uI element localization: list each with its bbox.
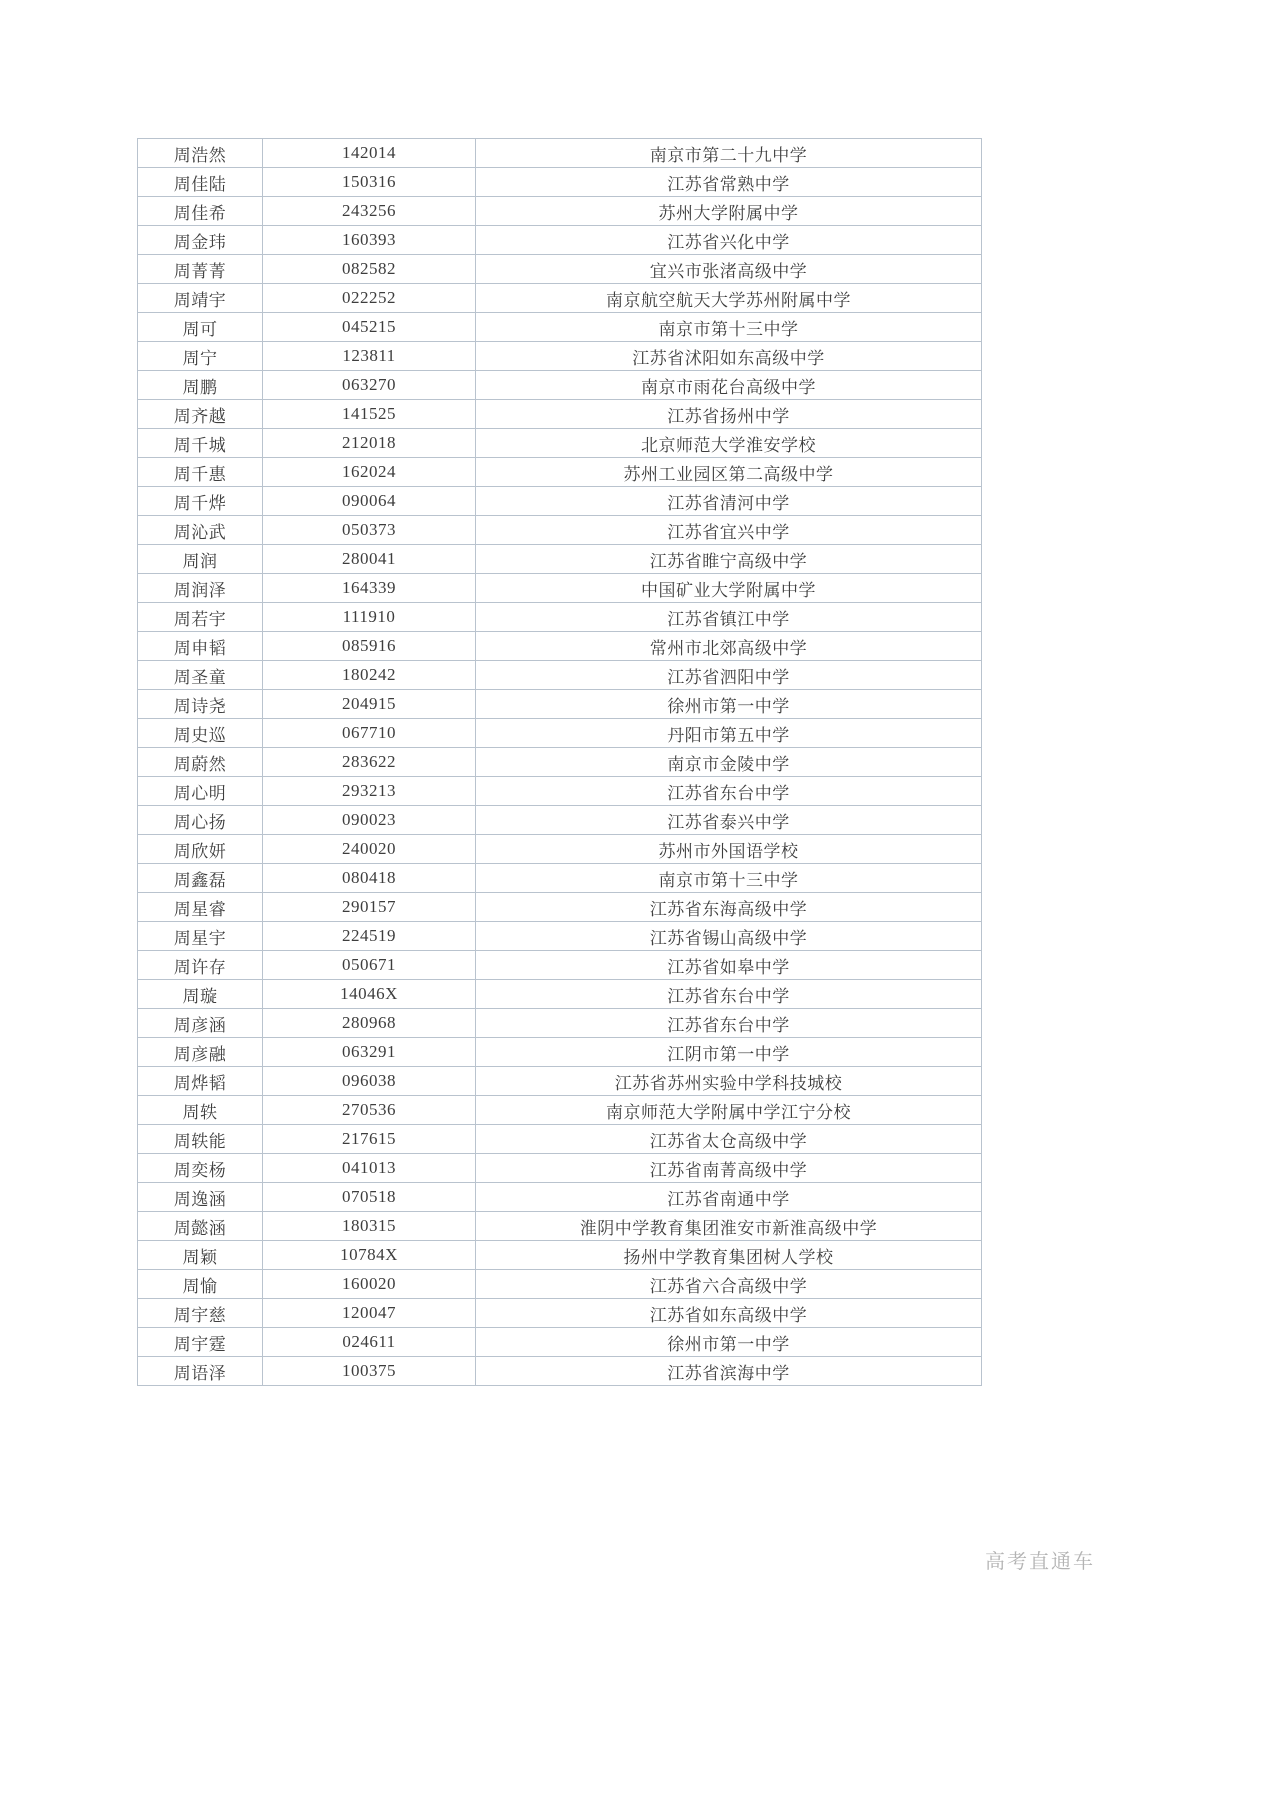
student-id-cell: 063270	[263, 371, 476, 400]
student-id-cell: 14046X	[263, 980, 476, 1009]
student-name-cell: 周齐越	[138, 400, 263, 429]
school-name-cell: 江苏省六合高级中学	[476, 1270, 982, 1299]
student-name-cell: 周沁武	[138, 516, 263, 545]
student-id-cell: 080418	[263, 864, 476, 893]
student-name-cell: 周菁菁	[138, 255, 263, 284]
table-row	[138, 1038, 982, 1067]
student-id-cell: 096038	[263, 1067, 476, 1096]
student-name-cell: 周佳陆	[138, 168, 263, 197]
student-id-cell: 10784X	[263, 1241, 476, 1270]
student-id-cell: 022252	[263, 284, 476, 313]
student-id-cell: 162024	[263, 458, 476, 487]
school-name-cell: 江苏省泰兴中学	[476, 806, 982, 835]
table-row	[138, 777, 982, 806]
student-id-cell: 224519	[263, 922, 476, 951]
table-row	[138, 1328, 982, 1357]
student-name-cell: 周颖	[138, 1241, 263, 1270]
student-name-cell: 周润泽	[138, 574, 263, 603]
school-name-cell: 徐州市第一中学	[476, 690, 982, 719]
student-name-cell: 周宇霆	[138, 1328, 263, 1357]
table-row	[138, 1154, 982, 1183]
table-body	[138, 139, 982, 1386]
student-id-cell: 142014	[263, 139, 476, 168]
table-row	[138, 661, 982, 690]
school-name-cell: 江苏省清河中学	[476, 487, 982, 516]
student-name-cell: 周宇慈	[138, 1299, 263, 1328]
student-name-cell: 周浩然	[138, 139, 263, 168]
table-row	[138, 1125, 982, 1154]
student-name-cell: 周彦融	[138, 1038, 263, 1067]
student-name-cell: 周金玮	[138, 226, 263, 255]
table-row	[138, 226, 982, 255]
table-row	[138, 516, 982, 545]
school-name-cell: 丹阳市第五中学	[476, 719, 982, 748]
school-name-cell: 江苏省锡山高级中学	[476, 922, 982, 951]
table-row	[138, 632, 982, 661]
school-name-cell: 江苏省苏州实验中学科技城校	[476, 1067, 982, 1096]
school-name-cell: 南京市第十三中学	[476, 313, 982, 342]
table-row	[138, 342, 982, 371]
student-name-cell: 周轶	[138, 1096, 263, 1125]
school-name-cell: 江苏省扬州中学	[476, 400, 982, 429]
student-name-cell: 周语泽	[138, 1357, 263, 1386]
student-id-cell: 123811	[263, 342, 476, 371]
student-name-cell: 周千城	[138, 429, 263, 458]
school-name-cell: 江苏省泗阳中学	[476, 661, 982, 690]
student-name-cell: 周心扬	[138, 806, 263, 835]
student-id-cell: 150316	[263, 168, 476, 197]
student-name-cell: 周靖宇	[138, 284, 263, 313]
school-name-cell: 江苏省沭阳如东高级中学	[476, 342, 982, 371]
student-name-cell: 周星宇	[138, 922, 263, 951]
table-row	[138, 429, 982, 458]
student-id-cell: 204915	[263, 690, 476, 719]
school-name-cell: 江苏省南菁高级中学	[476, 1154, 982, 1183]
student-name-cell: 周璇	[138, 980, 263, 1009]
student-id-cell: 082582	[263, 255, 476, 284]
student-id-cell: 280968	[263, 1009, 476, 1038]
student-name-cell: 周史巡	[138, 719, 263, 748]
student-name-cell: 周烨韬	[138, 1067, 263, 1096]
student-roster-table	[137, 138, 982, 1386]
student-name-cell: 周鹏	[138, 371, 263, 400]
school-name-cell: 南京市雨花台高级中学	[476, 371, 982, 400]
school-name-cell: 江苏省东台中学	[476, 777, 982, 806]
school-name-cell: 宜兴市张渚高级中学	[476, 255, 982, 284]
student-id-cell: 067710	[263, 719, 476, 748]
table-row	[138, 487, 982, 516]
school-name-cell: 南京市金陵中学	[476, 748, 982, 777]
student-id-cell: 120047	[263, 1299, 476, 1328]
school-name-cell: 南京市第二十九中学	[476, 139, 982, 168]
table-row	[138, 922, 982, 951]
school-name-cell: 江苏省常熟中学	[476, 168, 982, 197]
school-name-cell: 江苏省如皋中学	[476, 951, 982, 980]
table-row	[138, 893, 982, 922]
table-row	[138, 139, 982, 168]
table-row	[138, 864, 982, 893]
table-row	[138, 748, 982, 777]
student-id-cell: 090064	[263, 487, 476, 516]
student-name-cell: 周润	[138, 545, 263, 574]
student-name-cell: 周千惠	[138, 458, 263, 487]
student-id-cell: 050373	[263, 516, 476, 545]
student-name-cell: 周申韬	[138, 632, 263, 661]
table-row	[138, 400, 982, 429]
school-name-cell: 江苏省睢宁高级中学	[476, 545, 982, 574]
student-id-cell: 180315	[263, 1212, 476, 1241]
school-name-cell: 中国矿业大学附属中学	[476, 574, 982, 603]
student-name-cell: 周心明	[138, 777, 263, 806]
table-row	[138, 313, 982, 342]
table-row	[138, 574, 982, 603]
student-name-cell: 周圣童	[138, 661, 263, 690]
student-id-cell: 160020	[263, 1270, 476, 1299]
student-id-cell: 063291	[263, 1038, 476, 1067]
student-id-cell: 024611	[263, 1328, 476, 1357]
table-row	[138, 690, 982, 719]
school-name-cell: 苏州大学附属中学	[476, 197, 982, 226]
student-id-cell: 280041	[263, 545, 476, 574]
table-row	[138, 1299, 982, 1328]
table-row	[138, 1241, 982, 1270]
table-row	[138, 603, 982, 632]
student-id-cell: 217615	[263, 1125, 476, 1154]
student-id-cell: 090023	[263, 806, 476, 835]
student-id-cell: 240020	[263, 835, 476, 864]
student-id-cell: 180242	[263, 661, 476, 690]
student-name-cell: 周奕杨	[138, 1154, 263, 1183]
table-row	[138, 1357, 982, 1386]
table-row	[138, 1270, 982, 1299]
school-name-cell: 苏州工业园区第二高级中学	[476, 458, 982, 487]
school-name-cell: 南京航空航天大学苏州附属中学	[476, 284, 982, 313]
student-id-cell: 164339	[263, 574, 476, 603]
school-name-cell: 江苏省兴化中学	[476, 226, 982, 255]
student-name-cell: 周蔚然	[138, 748, 263, 777]
table-row	[138, 835, 982, 864]
school-name-cell: 江苏省镇江中学	[476, 603, 982, 632]
student-name-cell: 周许存	[138, 951, 263, 980]
table-row	[138, 458, 982, 487]
watermark-text: 高考直通车	[985, 1551, 1095, 1573]
student-id-cell: 212018	[263, 429, 476, 458]
school-name-cell: 常州市北郊高级中学	[476, 632, 982, 661]
student-id-cell: 243256	[263, 197, 476, 226]
school-name-cell: 苏州市外国语学校	[476, 835, 982, 864]
student-name-cell: 周诗尧	[138, 690, 263, 719]
student-id-cell: 045215	[263, 313, 476, 342]
student-name-cell: 周懿涵	[138, 1212, 263, 1241]
student-name-cell: 周彦涵	[138, 1009, 263, 1038]
student-name-cell: 周可	[138, 313, 263, 342]
school-name-cell: 江阴市第一中学	[476, 1038, 982, 1067]
student-id-cell: 141525	[263, 400, 476, 429]
table-row	[138, 255, 982, 284]
student-name-cell: 周星睿	[138, 893, 263, 922]
student-id-cell: 293213	[263, 777, 476, 806]
student-name-cell: 周宁	[138, 342, 263, 371]
table-row	[138, 1096, 982, 1125]
table-row	[138, 545, 982, 574]
student-name-cell: 周愉	[138, 1270, 263, 1299]
school-name-cell: 江苏省东台中学	[476, 1009, 982, 1038]
table-row	[138, 284, 982, 313]
school-name-cell: 江苏省如东高级中学	[476, 1299, 982, 1328]
school-name-cell: 江苏省宜兴中学	[476, 516, 982, 545]
table-row	[138, 371, 982, 400]
school-name-cell: 江苏省南通中学	[476, 1183, 982, 1212]
school-name-cell: 扬州中学教育集团树人学校	[476, 1241, 982, 1270]
school-name-cell: 徐州市第一中学	[476, 1328, 982, 1357]
school-name-cell: 淮阴中学教育集团淮安市新淮高级中学	[476, 1212, 982, 1241]
student-name-cell: 周轶能	[138, 1125, 263, 1154]
table-row	[138, 168, 982, 197]
student-name-cell: 周欣妍	[138, 835, 263, 864]
table-row	[138, 197, 982, 226]
school-name-cell: 北京师范大学淮安学校	[476, 429, 982, 458]
student-id-cell: 290157	[263, 893, 476, 922]
table-row	[138, 951, 982, 980]
student-id-cell: 050671	[263, 951, 476, 980]
student-name-cell: 周逸涵	[138, 1183, 263, 1212]
student-name-cell: 周鑫磊	[138, 864, 263, 893]
school-name-cell: 江苏省滨海中学	[476, 1357, 982, 1386]
student-id-cell: 160393	[263, 226, 476, 255]
student-id-cell: 070518	[263, 1183, 476, 1212]
student-id-cell: 283622	[263, 748, 476, 777]
school-name-cell: 南京师范大学附属中学江宁分校	[476, 1096, 982, 1125]
school-name-cell: 南京市第十三中学	[476, 864, 982, 893]
student-id-cell: 111910	[263, 603, 476, 632]
table-row	[138, 806, 982, 835]
student-name-cell: 周佳希	[138, 197, 263, 226]
student-id-cell: 041013	[263, 1154, 476, 1183]
student-id-cell: 085916	[263, 632, 476, 661]
table-row	[138, 980, 982, 1009]
table-row	[138, 719, 982, 748]
school-name-cell: 江苏省太仓高级中学	[476, 1125, 982, 1154]
table-row	[138, 1183, 982, 1212]
student-name-cell: 周若宇	[138, 603, 263, 632]
school-name-cell: 江苏省东台中学	[476, 980, 982, 1009]
table-row	[138, 1212, 982, 1241]
table-row	[138, 1067, 982, 1096]
student-id-cell: 100375	[263, 1357, 476, 1386]
student-name-cell: 周千烨	[138, 487, 263, 516]
student-id-cell: 270536	[263, 1096, 476, 1125]
school-name-cell: 江苏省东海高级中学	[476, 893, 982, 922]
table-row	[138, 1009, 982, 1038]
